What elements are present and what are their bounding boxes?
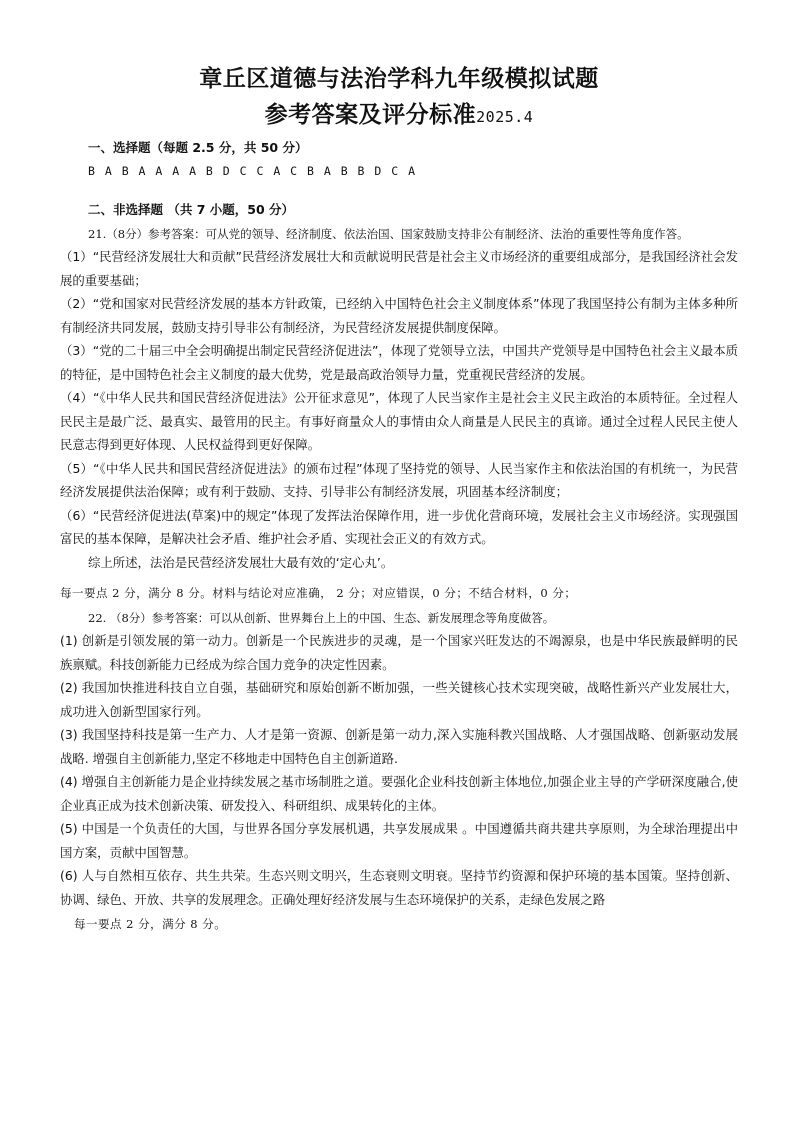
exam-date: 2025.4 [476,108,534,126]
q22-item-1: (1) 创新是引领发展的第一动力。创新是一个民族进步的灵魂，是一个国家兴旺发达的不竭源泉，也是中华民族最鲜明的民族禀赋。科技创新能力已经成为综合国力竞争的决定性因素。 [60,633,738,672]
subtitle-text: 参考答案及评分标准 [264,102,477,128]
q21-item-5: （5）“《中华人民共和国民营经济促进法》的颁布过程”体现了坚持党的领导、人民当家作主和依法治国的有机统一，为民营经济发展提供法治保障；或有利于鼓励、支持、引导非公有制经济发展，巩固基本经济制度； [60,460,738,499]
q21-item-2: （2）“党和国家对民营经济发展的基本方针政策，已经纳入中国特色社会主义制度体系”体现了我国坚持公有制为主体多种所有制经济共同发展，鼓励支持引导非公有制经济，为民营经济发展提供制度保障。 [60,296,738,335]
document-subtitle [60,98,738,134]
q22-head: 22. （8分）参考答案：可以从创新、世界舞台上上的中国、生态、新发展理念等角度做答。 [88,611,555,625]
q22-item-2: (2) 我国加快推进科技自立自强，基础研究和原始创新不断加强，一些关键核心技术实现突破，战略性新兴产业发展壮大，成功进入创新型国家行列。 [60,680,738,719]
choice-answers: B A B A A A A B D C C A C B A B B D C A [88,164,417,178]
section1-heading: 一、选择题（每题 2.5 分，共 50 分） [88,140,308,155]
q21-item-6: （6）“民营经济促进法(草案)中的规定”体现了发挥法治保障作用，进一步优化营商环境，发展社会主义市场经济。实现强国富民的基本保障，是解决社会矛盾、维护社会矛盾、实现社会正义的有效方式。 [60,507,738,546]
q21-head: 21.（8分）参考答案：可从党的领导、经济制度、依法治国、国家鼓励支持非公有制经济、法治的重要性等角度作答。 [88,227,689,241]
q22-scoring: 每一要点 2 分，满分 8 分。 [74,917,227,931]
q21-item-1: （1）“民营经济发展壮大和贡献”民营经济发展壮大和贡献说明民营是社会主义市场经济的重要组成部分，是我国经济社会发展的重要基础； [60,249,738,288]
q21-summary: 综上所述，法治是民营经济发展壮大最有效的‘定心丸’。 [88,554,394,570]
q22-item-3: (3) 我国坚持科技是第一生产力、人才是第一资源、创新是第一动力,深入实施科教兴国战略、人才强国战略、创新驱动发展战略. 增强自主创新能力,坚定不移地走中国特色自主创新道路. [60,727,738,766]
q22-item-5: (5) 中国是一个负责任的大国，与世界各国分享发展机遇，共享发展成果 。中国遵循共商共建共享原则，为全球治理提出中国方案，贡献中国智慧。 [60,821,738,860]
q21-item-4: （4）“《中华人民共和国民营经济促进法》公开征求意见”，体现了人民当家作主是社会主义民主政治的本质特征。全过程人民民主是最广泛、最真实、最管用的民主。有事好商量众人的事情由众人商量是人民民主的真谛。通过全过程人民民主使人民意志得到更好体现、人民权益得到更好保障。 [60,390,738,452]
q22-item-4: (4) 增强自主创新能力是企业持续发展之基市场制胜之道。要强化企业科技创新主体地位,加强企业主导的产学研深度融合,使企业真正成为技术创新决策、研发投入、科研组织、成果转化的主体。 [60,774,738,813]
section2-heading: 二、非选择题 （共 7 小题，50 分） [88,202,295,217]
q21-item-3: （3）“党的二十届三中全会明确提出制定民营经济促进法”，体现了党领导立法，中国共产党领导是中国特色社会主义最本质的特征，是中国特色社会主义制度的最大优势，党是最高政治领导力量，党重视民营经济的发展。 [60,343,738,382]
document-title: 章丘区道德与法治学科九年级模拟试题 [199,66,599,92]
q21-scoring: 每一要点 2 分，满分 8 分。材料与结论对应准确， 2 分；对应错误，0 分；不结合材料，0 分； [60,586,577,600]
q22-item-6: (6) 人与自然相互依存、共生共荣。生态兴则文明兴，生态衰则文明衰。坚持节约资源和保护环境的基本国策。坚持创新、协调、绿色、开放、共享的发展理念。正确处理好经济发展与生态环境保护的关系，走绿色发展之路 [60,868,738,907]
